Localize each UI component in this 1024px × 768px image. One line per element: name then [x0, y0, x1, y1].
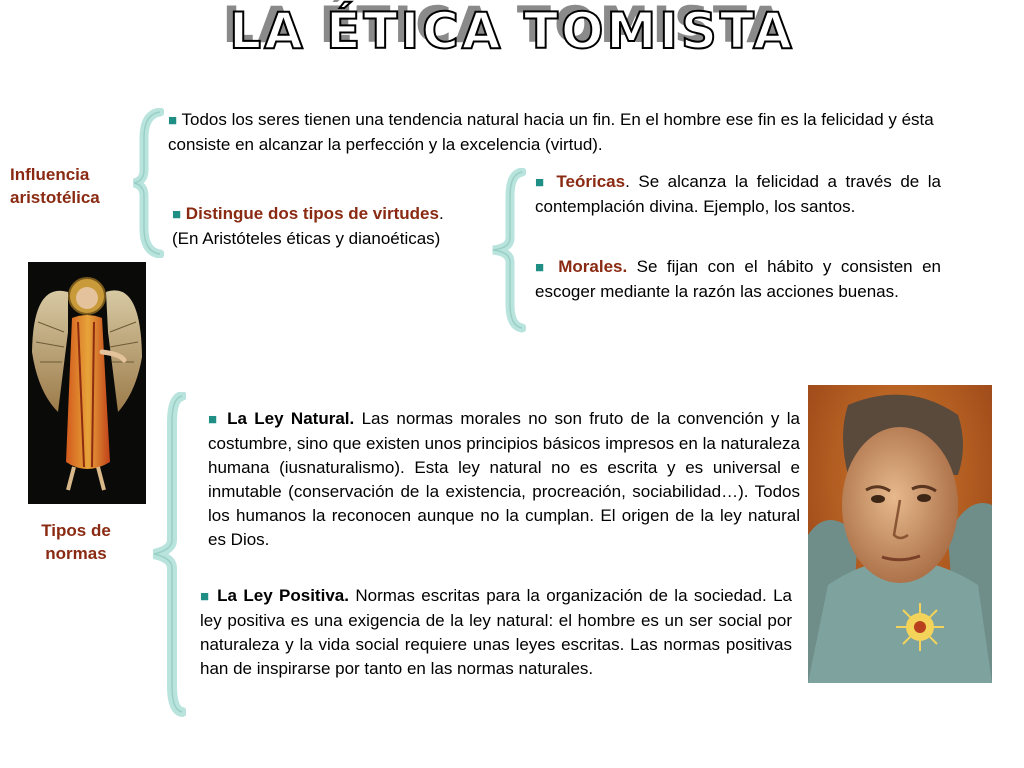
virtue-teoricas	[535, 170, 941, 219]
bullet-icon: ■	[172, 206, 182, 223]
ley-natural-heading: La Ley Natural.	[227, 409, 355, 428]
bullet-icon: ■	[535, 259, 549, 276]
virtues-heading: Distingue dos tipos de virtudes	[185, 204, 439, 223]
norms-label: Tipos de normas	[41, 521, 111, 563]
virtues-bracket	[490, 168, 526, 333]
influence-bullet-1-text: Todos los seres tienen una tendencia natural hacia un fin. En el hombre ese fin es la felicidad y ésta consiste en alcanzar la perfección y la excelencia (virtud).	[168, 110, 934, 154]
ley-positiva-heading: La Ley Positiva.	[217, 586, 349, 605]
virtues-note: . (En Aristóteles éticas y dianoéticas)	[172, 204, 444, 248]
bullet-icon: ■	[535, 174, 548, 191]
virtue-morales	[535, 255, 941, 304]
morales-text: Se fijan con el hábito y consisten en escoger mediante la razón las acciones buenas.	[535, 257, 941, 301]
page-title: LA ÉTICA TOMISTA	[229, 2, 795, 60]
morales-heading: Morales.	[558, 257, 628, 276]
angel-image	[28, 262, 146, 504]
ley-positiva-text: Normas escritas para la organización de la sociedad. La ley positiva es una exigencia de la ley natural: el hombre es un ser social por naturaleza y la vida social requiere unas leyes escritas. Las normas positivas han de inspirarse por tanto en las normas naturales.	[200, 586, 792, 678]
bullet-icon: ■	[208, 411, 220, 428]
ley-natural	[208, 407, 800, 552]
norms-bracket	[150, 392, 186, 717]
ley-natural-text: Las normas morales no son fruto de la convención y la costumbre, sino que existen unos principios básicos impresos en la naturaleza humana (iusnaturalismo). Esta ley natural no es escrita y es universal e inmutable (conservación de la existencia, procreación, sociabilidad…). Todos los humanos la reconocen aunque no la cumplan. El origen de la ley natural es Dios.	[208, 409, 800, 549]
teoricas-heading: Teóricas	[556, 172, 626, 191]
influence-bullet-2	[172, 202, 472, 251]
influence-bracket	[132, 108, 164, 258]
influence-label: Influencia aristotélica	[10, 165, 100, 207]
ley-positiva	[200, 584, 792, 681]
aquinas-portrait	[808, 385, 992, 683]
bullet-icon: ■	[200, 588, 211, 605]
bullet-icon: ■	[168, 112, 178, 129]
influence-bullet-1	[168, 108, 948, 157]
teoricas-text: . Se alcanza la felicidad a través de la contemplación divina. Ejemplo, los santos.	[535, 172, 941, 216]
